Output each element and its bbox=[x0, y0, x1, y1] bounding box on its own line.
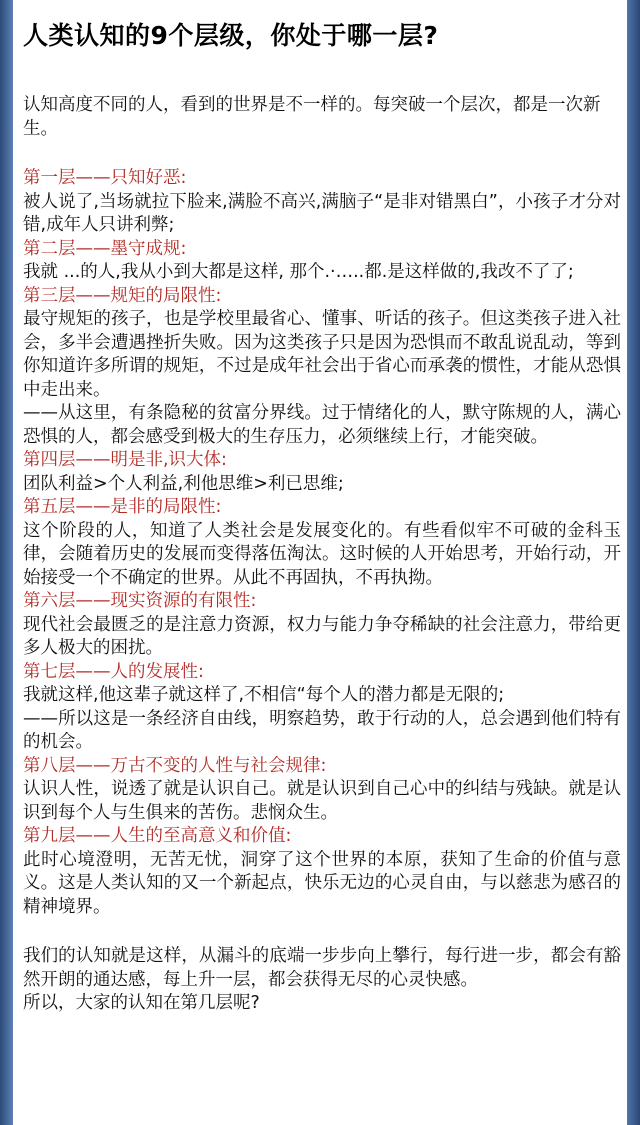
level-text: ——从这里，有条隐秘的贫富分界线。过于情绪化的人，默守陈规的人，满心恐惧的人，都会感受到极大的生存压力，必须继续上行，才能突破。 bbox=[23, 403, 621, 447]
article-card bbox=[13, 0, 627, 1125]
closing-paragraph: 我们的认知就是这样，从漏斗的底端一步步向上攀行，每行进一步，都会有豁然开朗的通达感，每上升一层，都会获得无尽的心灵快感。 bbox=[23, 946, 621, 990]
level-7 bbox=[23, 661, 621, 755]
level-heading: 第八层——万古不变的人性与社会规律: bbox=[23, 755, 327, 776]
level-3 bbox=[23, 285, 621, 450]
level-text: 我就 ...的人,我从小到大都是这样, 那个.·…..都.是这样做的,我改不了了; bbox=[23, 262, 574, 282]
level-1 bbox=[23, 167, 621, 238]
level-heading: 第七层——人的发展性: bbox=[23, 661, 204, 682]
level-6 bbox=[23, 590, 621, 661]
levels-list bbox=[23, 167, 621, 919]
level-heading: 第四层——明是非,识大体: bbox=[23, 450, 227, 470]
level-text: 这个阶段的人，知道了人类社会是发展变化的。有些看似牢不可破的金科玉律，会随着历史的发展而变得落伍淘汰。这时候的人开始思考，开始行动，开始接受一个不确定的世界。从此不再固执，不再执拗。 bbox=[23, 520, 621, 588]
level-text: 现代社会最匮乏的是注意力资源，权力与能力争夺稀缺的社会注意力，带给更多人极大的困扰。 bbox=[23, 614, 621, 658]
article-title: 人类认知的9个层级，你处于哪一层? bbox=[23, 21, 439, 50]
level-heading: 第一层——只知好恶: bbox=[23, 168, 187, 188]
level-2 bbox=[23, 238, 621, 285]
level-text: 此时心境澄明，无苦无忧，洞穿了这个世界的本原，获知了生命的价值与意义。这是人类认知的又一个新起点，快乐无边的心灵自由，与以慈悲为感召的精神境界。 bbox=[23, 849, 621, 917]
level-text: ——所以这是一条经济自由线，明察趋势，敢于行动的人，总会遇到他们特有的机会。 bbox=[23, 708, 621, 752]
intro-paragraph: 认知高度不同的人，看到的世界是不一样的。每突破一个层次，都是一次新生。 bbox=[23, 95, 601, 139]
closing-question: 所以，大家的认知在第几层呢? bbox=[23, 993, 260, 1013]
level-text: 最守规矩的孩子，也是学校里最省心、懂事、听话的孩子。但这类孩子进入社会，多半会遭遇挫折失败。因为这类孩子只是因为恐惧而不敢乱说乱动，等到你知道许多所谓的规矩，不过是成年社会出于省心而承袭的惯性，才能从恐惧中走出来。 bbox=[23, 309, 621, 400]
level-text: 被人说了,当场就拉下脸来,满脸不高兴,满脑子“是非对错黑白”，小孩子才分对错,成年人只讲利弊; bbox=[23, 191, 621, 235]
level-heading: 第九层——人生的至高意义和价值: bbox=[23, 826, 292, 846]
level-text: 我就这样,他这辈子就这样了,不相信“每个人的潜力都是无限的; bbox=[23, 685, 505, 705]
level-heading: 第六层——现实资源的有限性: bbox=[23, 591, 257, 611]
level-heading: 第五层——是非的局限性: bbox=[23, 497, 222, 517]
level-9 bbox=[23, 825, 621, 919]
level-heading: 第三层——规矩的局限性: bbox=[23, 285, 222, 306]
level-8 bbox=[23, 755, 621, 826]
level-text: 团队利益>个人利益,利他思维>利已思维; bbox=[23, 473, 344, 494]
level-4 bbox=[23, 449, 621, 496]
closing-section bbox=[23, 945, 621, 1016]
level-5 bbox=[23, 496, 621, 590]
level-text: 认识人性，说透了就是认识自己。就是认识到自己心中的纠结与残缺。就是认识到每个人与生俱来的苦伤。悲悯众生。 bbox=[23, 779, 621, 823]
level-heading: 第二层——墨守成规: bbox=[23, 238, 187, 259]
